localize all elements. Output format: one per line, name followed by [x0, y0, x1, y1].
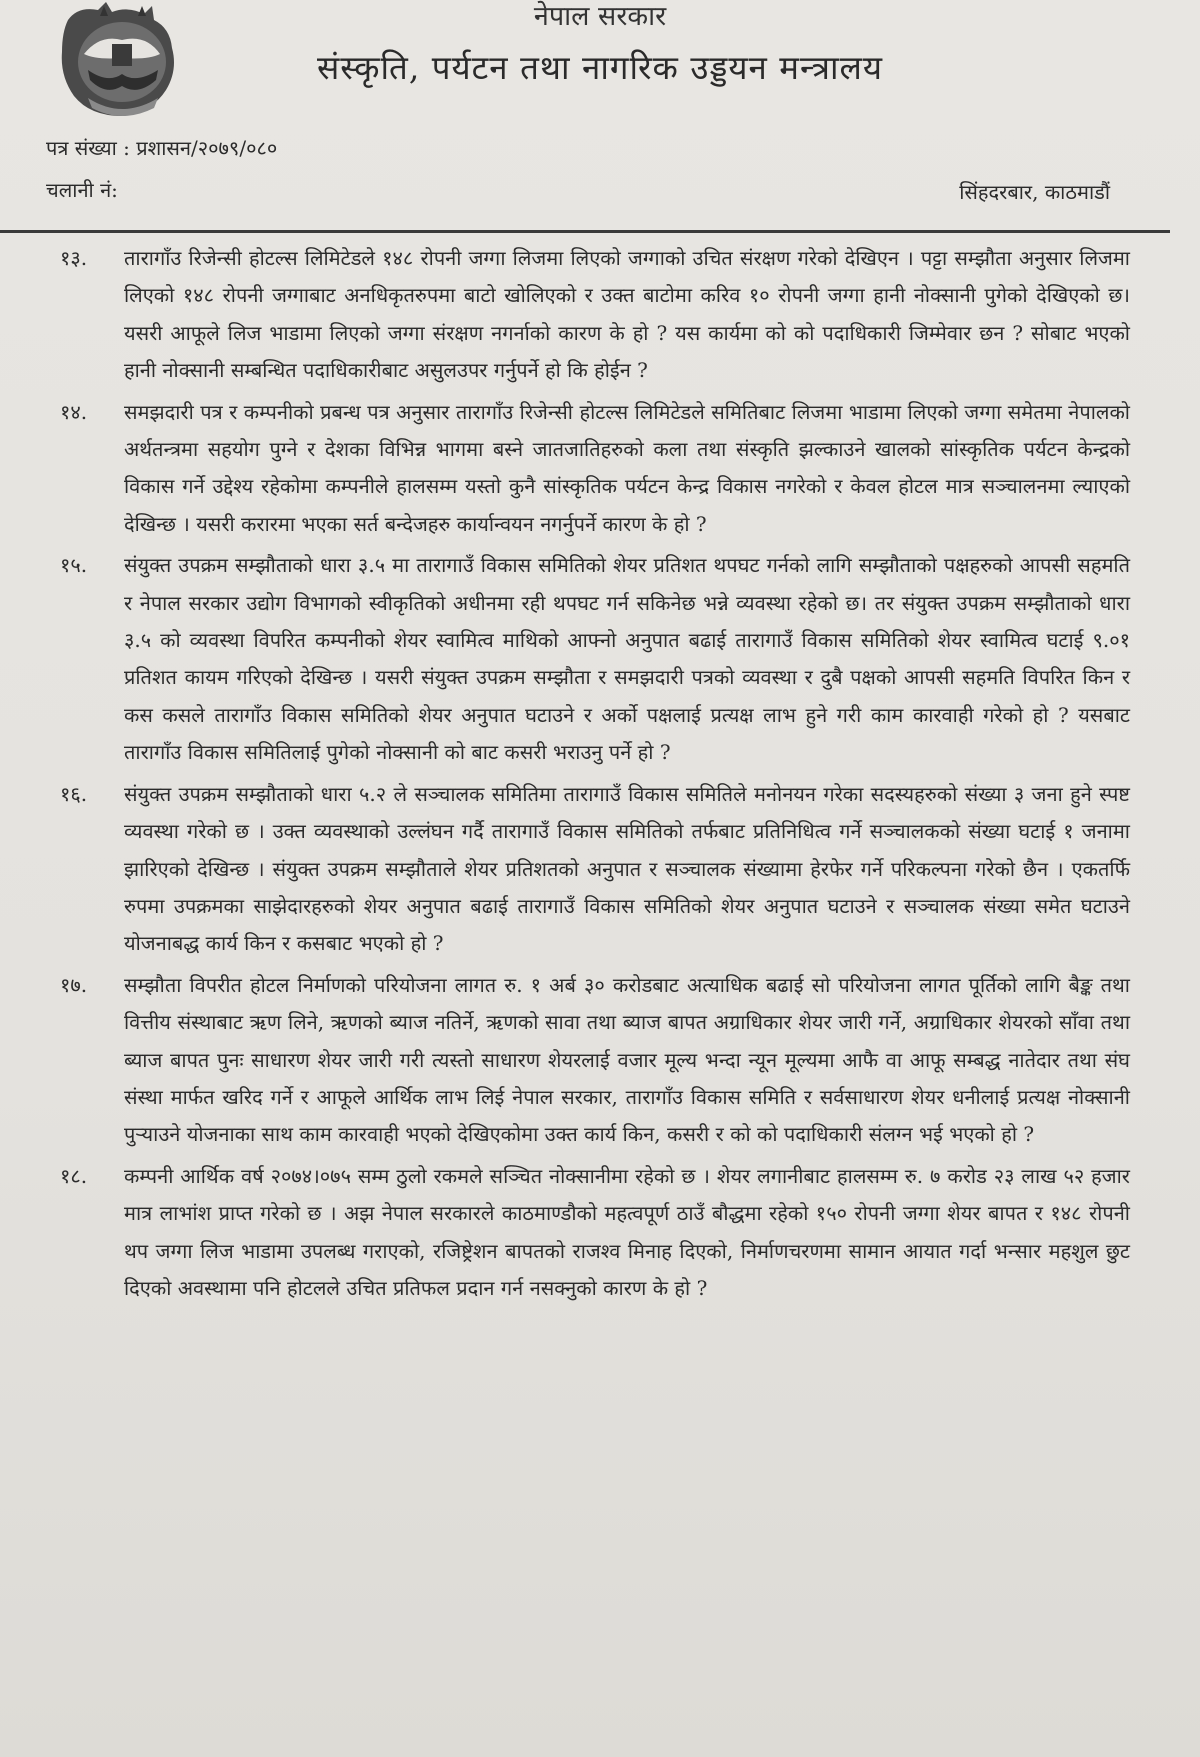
- paragraph-number: १८.: [60, 1163, 88, 1188]
- paragraph-text: कम्पनी आर्थिक वर्ष २०७४।०७५ सम्म ठुलो रकमले सञ्चित नोक्सानीमा रहेको छ । शेयर लगानीबाट हालसम्म रु. ७ करोड २३ लाख ५२ हजार मात्र लाभांश प्राप्त गरेको छ । अझ नेपाल सरकारले काठमाण्डौको महत्वपूर्ण ठाउँ बौद्धमा रहेको १५० रोपनी जग्गा शेयर बापत र १४८ रोपनी थप जग्गा लिज भाडामा उपलब्ध गराएको, रजिष्ट्रेशन बापतको राजश्व मिनाह दिएको, निर्माणचरणमा सामान आयात गर्दा भन्सार महशुल छुट दिएको अवस्थामा पनि होटलले उचित प्रतिफल प्रदान गर्न नसक्नुको कारण के हो ?: [124, 1163, 1130, 1300]
- paragraph-number: १७.: [60, 972, 88, 997]
- paragraph-15: [30, 547, 1130, 771]
- paragraph-18: [30, 1158, 1130, 1308]
- government-name: नेपाल सरकार: [533, 1, 667, 32]
- paragraph-16: [30, 776, 1130, 963]
- paragraph-13: [30, 240, 1130, 390]
- paragraph-number: १३.: [60, 246, 88, 270]
- dispatch-number: चलानी नं:: [46, 178, 118, 202]
- ministry-name: संस्कृति, पर्यटन तथा नागरिक उड्डयन मन्त्रालय: [316, 48, 884, 87]
- paragraph-text: संयुक्त उपक्रम सम्झौताको धारा ३.५ मा तारागाउँ विकास समितिको शेयर प्रतिशत थपघट गर्नको लागि सम्झौताको पक्षहरुको आपसी सहमति र नेपाल सरकार उद्योग विभागको स्वीकृतिको अधीनमा रही थपघट गर्न सकिनेछ भन्ने व्यवस्था रहेको छ। तर संयुक्त उपक्रम सम्झौताको धारा ३.५ को व्यवस्था विपरित कम्पनीको शेयर स्वामित्व माथिको आफ्नो अनुपात बढाई तारागाउँ विकास समितिको शेयर स्वामित्व घटाई ९.०१ प्रतिशत कायम गरिएको देखिन्छ । यसरी संयुक्त उपक्रम सम्झौता र समझदारी पत्रको व्यवस्था र दुबै पक्षको आपसी सहमति विपरित किन र कस कसले तारागाँउ विकास समितिको शेयर अनुपात घटाउने र अर्को पक्षलाई प्रत्यक्ष लाभ हुने गरी काम कारवाही गरेको हो ? यसबाट तारागाँउ विकास समितिलाई पुगेको नोक्सानी को बाट कसरी भराउनु पर्ने हो ?: [124, 553, 1130, 765]
- paragraph-number: १५.: [60, 553, 88, 578]
- paragraph-17: [30, 967, 1130, 1154]
- header-divider: [0, 230, 1170, 233]
- letter-body: [30, 240, 1130, 1311]
- paragraph-text: सम्झौता विपरीत होटल निर्माणको परियोजना लागत रु. १ अर्ब ३० करोडबाट अत्याधिक बढाई सो परियोजना लागत पूर्तिको लागि बैङ्क तथा वित्तीय संस्थाबाट ऋण लिने, ऋणको ब्याज नतिर्ने, ऋणको सावा तथा ब्याज बापत अग्राधिकार शेयर जारी गर्ने, अग्राधिकार शेयरको साँवा तथा ब्याज बापत पुनः साधारण शेयर जारी गरी त्यस्तो साधारण शेयरलाई वजार मूल्य भन्दा न्यून मूल्यमा आफै वा आफू सम्बद्ध नातेदार तथा संघ संस्था मार्फत खरिद गर्ने र आफूले आर्थिक लाभ लिई नेपाल सरकार, तारागाँउ विकास समिति र सर्वसाधारण शेयर धनीलाई प्रत्यक्ष नोक्सानी पुऱ्याउने योजनाका साथ काम कारवाही भएको देखिएकोमा उक्त कार्य किन, कसरी र को को पदाधिकारी संलग्न भई भएको हो ?: [124, 972, 1130, 1147]
- paragraph-14: [30, 394, 1130, 544]
- office-location: सिंहदरबार, काठमाडौं: [959, 180, 1110, 204]
- paragraph-number: १४.: [60, 399, 88, 424]
- paragraph-text: तारागाँउ रिजेन्सी होटल्स लिमिटेडले १४८ रोपनी जग्गा लिजमा लिएको जग्गाको उचित संरक्षण गरेको देखिएन । पट्टा सम्झौता अनुसार लिजमा लिएको १४८ रोपनी जग्गाबाट अनधिकृतरुपमा बाटो खोलिएको र उक्त बाटोमा करिव १० रोपनी जग्गा हानी नोक्सानी पुगेको देखिएको छ। यसरी आफूले लिज भाडामा लिएको जग्गा संरक्षण नगर्नाको कारण के हो ? यस कार्यमा को को पदाधिकारी जिम्मेवार छन ? सोबाट भएको हानी नोक्सानी सम्बन्धित पदाधिकारीबाट असुलउपर गर्नुपर्ने हो कि होईन ?: [124, 246, 1130, 383]
- paragraph-text: समझदारी पत्र र कम्पनीको प्रबन्ध पत्र अनुसार तारागाँउ रिजेन्सी होटल्स लिमिटेडले समितिबाट लिजमा भाडामा लिएको जग्गा समेतमा नेपालको अर्थतन्त्रमा सहयोग पुग्ने र देशका विभिन्न भागमा बस्ने जातजातिहरुको कला तथा संस्कृति झल्काउने खालको सांस्कृतिक पर्यटन केन्द्रको विकास गर्ने उद्देश्य रहेकोमा कम्पनीले हालसम्म यस्तो कुनै सांस्कृतिक पर्यटन केन्द्र विकास नगरेको र केवल होटल मात्र सञ्चालनमा ल्याएको देखिन्छ । यसरी करारमा भएका सर्त बन्देजहरु कार्यान्वयन नगर्नुपर्ने कारण के हो ?: [124, 399, 1130, 536]
- paragraph-number: १६.: [60, 781, 88, 806]
- letter-reference-number: पत्र संख्या : प्रशासन/२०७९/०८०: [46, 136, 278, 160]
- paragraph-text: संयुक्त उपक्रम सम्झौताको धारा ५.२ ले सञ्चालक समितिमा तारागाउँ विकास समितिले मनोनयन गरेका सदस्यहरुको संख्या ३ जना हुने स्पष्ट व्यवस्था गरेको छ । उक्त व्यवस्थाको उल्लंघन गर्दै तारागाउँ विकास समितिको तर्फबाट प्रतिनिधित्व गर्ने सञ्चालकको संख्या घटाई १ जनामा झारिएको देखिन्छ । संयुक्त उपक्रम सम्झौताले शेयर प्रतिशतको अनुपात र सञ्चालक संख्यामा हेरफेर गर्ने परिकल्पना गरेको छैन । एकतर्फि रुपमा उपक्रमका साझेदारहरुको शेयर अनुपात बढाई तारागाउँ विकास समितिको शेयर अनुपात घटाउने र सञ्चालक संख्या समेत घटाउने योजनाबद्ध कार्य किन र कसबाट भएको हो ?: [124, 781, 1130, 956]
